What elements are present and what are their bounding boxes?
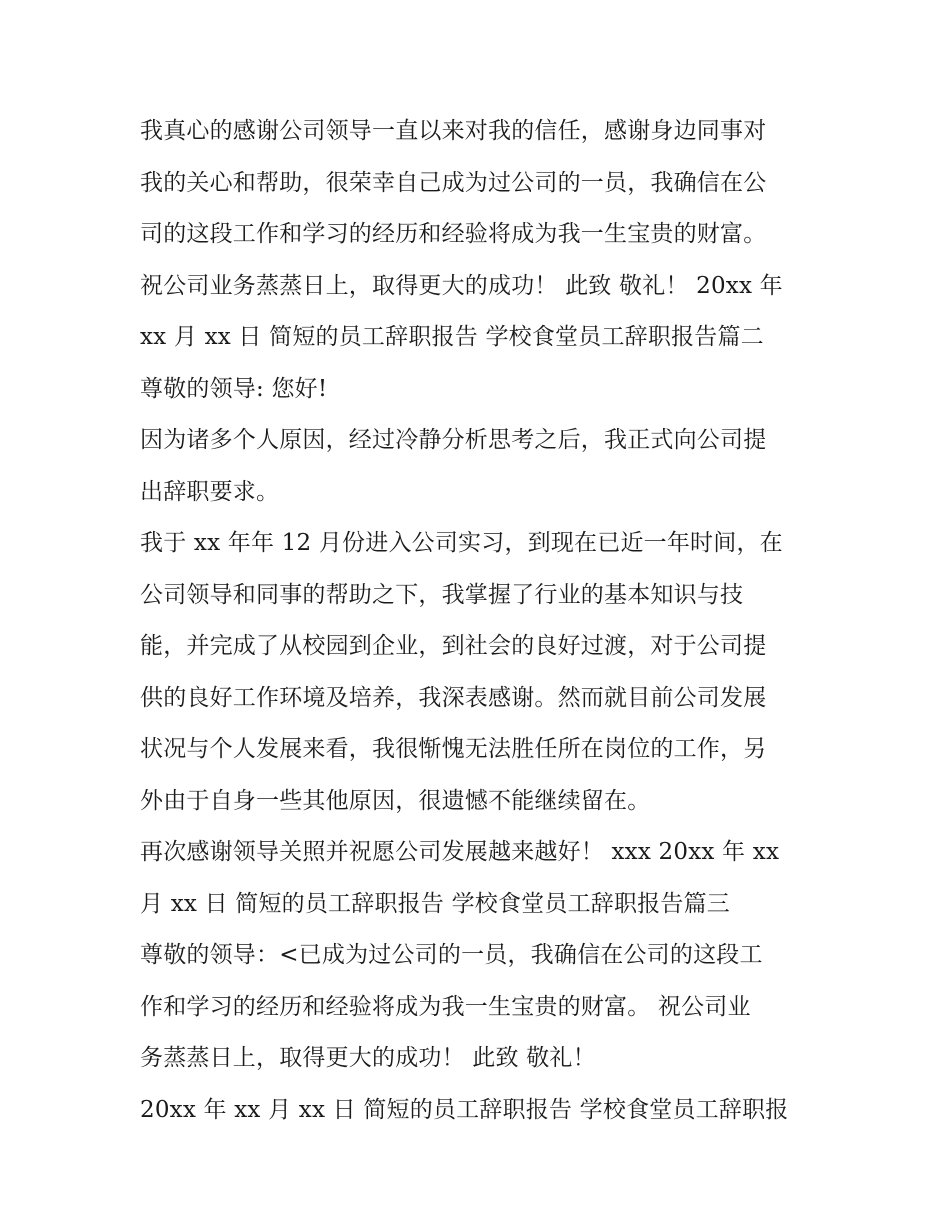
text-line: xx 月 xx 日 简短的员工辞职报告 学校食堂员工辞职报告篇二 (140, 324, 764, 350)
text-line: 公司领导和同事的帮助之下，我掌握了行业的基本知识与技 (140, 581, 744, 608)
text-line: 尊敬的领导：<已成为过公司的一员，我确信在公司的这段工 (140, 942, 763, 968)
text-line: 出辞职要求。 (140, 478, 280, 505)
text-line: 我于 xx 年年 12 月份进入公司实习，到现在已近一年时间，在 (140, 530, 783, 556)
text-line: 我的关心和帮助，很荣幸自己成为过公司的一员，我确信在公 (140, 169, 767, 196)
text-line: 尊敬的领导: 您好! (140, 375, 328, 402)
text-line: 祝公司业务蒸蒸日上，取得更大的成功！ 此致 敬礼！ 20xx 年 (140, 272, 783, 299)
text-line: 再次感谢领导关照并祝愿公司发展越来越好！ xxx 20xx 年 xx (140, 839, 780, 865)
text-line: 作和学习的经历和经验将成为我一生宝贵的财富。 祝公司业 (140, 993, 751, 1020)
text-line: 我真心的感谢公司领导一直以来对我的信任，感谢身边同事对 (140, 118, 767, 144)
text-line: 外由于自身一些其他原因，很遗憾不能继续留在。 (140, 787, 651, 814)
text-line: 状况与个人发展来看，我很惭愧无法胜任所在岗位的工作，另 (140, 736, 767, 762)
document-body (140, 106, 820, 1136)
text-line: 司的这段工作和学习的经历和经验将成为我一生宝贵的财富。 (140, 221, 767, 247)
text-line: 月 xx 日 简短的员工辞职报告 学校食堂员工辞职报告篇三 (140, 890, 730, 917)
text-line: 供的良好工作环境及培养，我深表感谢。然而就目前公司发展 (140, 684, 767, 711)
text-line: 能，并完成了从校园到企业，到社会的良好过渡，对于公司提 (140, 633, 767, 659)
text-line: 务蒸蒸日上，取得更大的成功！ 此致 敬礼！ (140, 1045, 596, 1071)
text-line: 20xx 年 xx 月 xx 日 简短的员工辞职报告 学校食堂员工辞职报 (140, 1096, 789, 1123)
text-line: 因为诸多个人原因，经过冷静分析思考之后，我正式向公司提 (140, 427, 767, 453)
